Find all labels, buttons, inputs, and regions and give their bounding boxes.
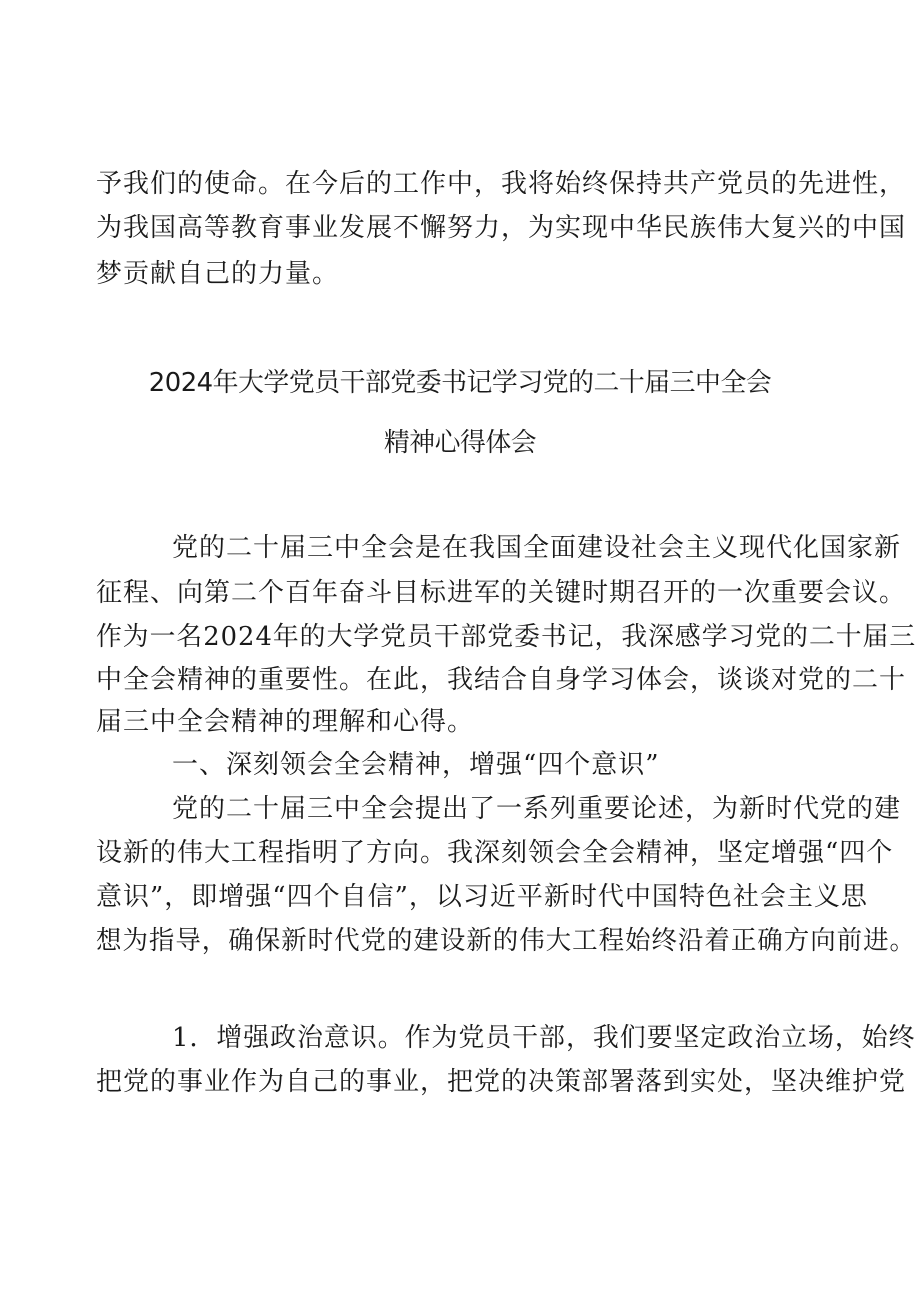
paragraph-2-line-4: 想为指导，确保新时代党的建设新的伟大工程始终沿着正确方向前进。 <box>96 926 917 956</box>
item-1-line-1: 1．增强政治意识。作为党员干部，我们要坚定政治立场，始终 <box>172 1023 916 1053</box>
paragraph-2-line-1: 党的二十届三中全会提出了一系列重要论述，为新时代党的建 <box>172 794 902 824</box>
paragraph-1-line-2: 征程、向第二个百年奋斗目标进军的关键时期召开的一次重要会议。 <box>96 578 907 608</box>
paragraph-1-line-5: 届三中全会精神的理解和心得。 <box>96 707 475 737</box>
paragraph-1-line-1: 党的二十届三中全会是在我国全面建设社会主义现代化国家新 <box>172 533 902 563</box>
paragraph-2-line-2: 设新的伟大工程指明了方向。我深刻领会全会精神，坚定增强“四个 <box>96 838 894 868</box>
article-title-line-1: 2024年大学党员干部党委书记学习党的二十届三中全会 <box>148 368 772 398</box>
paragraph-1-line-4: 中全会精神的重要性。在此，我结合自身学习体会，谈谈对党的二十 <box>96 665 907 695</box>
paragraph-1-line-3: 作为一名2024年的大学党员干部党委书记，我深感学习党的二十届三 <box>96 622 917 652</box>
item-1-line-2: 把党的事业作为自己的事业，把党的决策部署落到实处，坚决维护党 <box>96 1067 907 1097</box>
intro-line-3: 梦贡献自己的力量。 <box>96 259 340 289</box>
intro-line-1: 予我们的使命。在今后的工作中，我将始终保持共产党员的先进性， <box>96 169 907 199</box>
intro-line-2: 为我国高等教育事业发展不懈努力，为实现中华民族伟大复兴的中国 <box>96 213 907 243</box>
section-1-heading: 一、深刻领会全会精神，增强“四个意识” <box>172 750 660 780</box>
paragraph-2-line-3: 意识”，即增强“四个自信”，以习近平新时代中国特色社会主义思 <box>96 882 868 912</box>
article-title-line-2: 精神心得体会 <box>383 428 537 458</box>
